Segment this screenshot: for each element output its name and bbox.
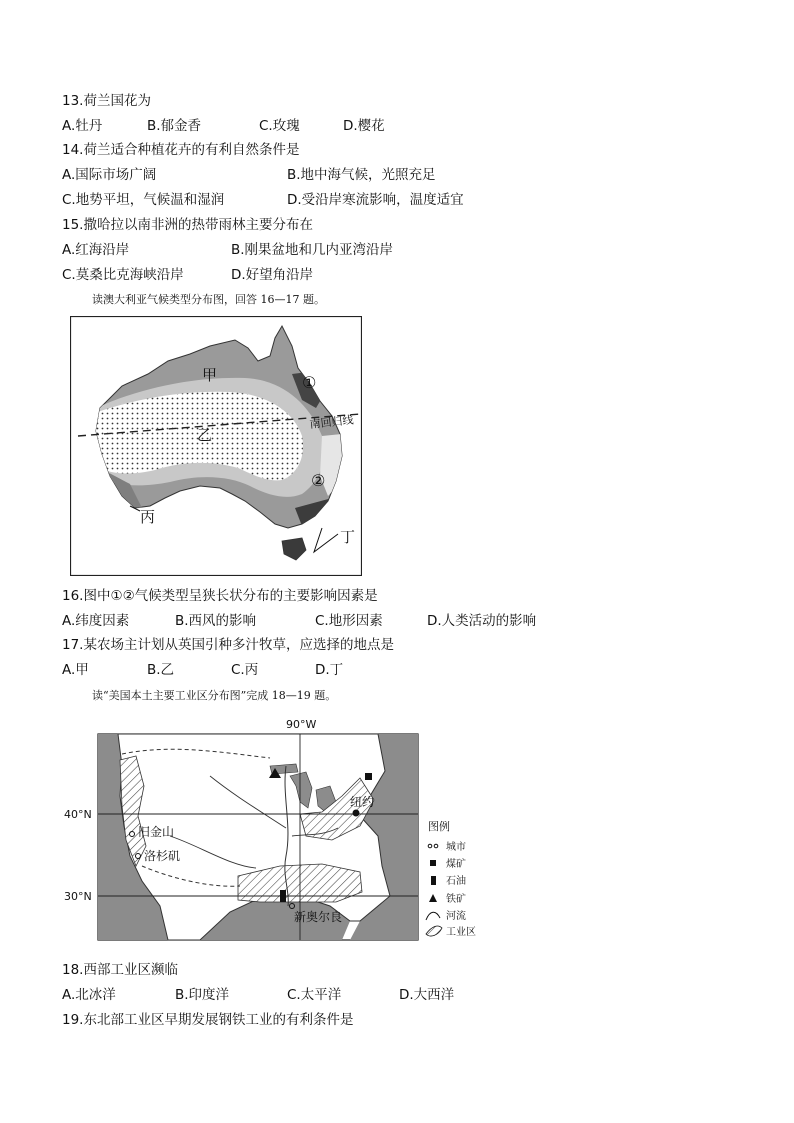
question-17-stem: 17.某农场主计划从英国引种多汁牧草，应选择的地点是: [62, 637, 394, 653]
q17-option-a: A.甲: [62, 662, 89, 678]
q17-option-c: C.丙: [231, 662, 259, 678]
coal-icon: [365, 773, 372, 780]
legend-title: 图例: [428, 820, 450, 833]
legend-industry: 工业区: [446, 927, 476, 938]
legend-oil: 石油: [446, 876, 466, 887]
q13-option-b: B.郁金香: [147, 118, 202, 134]
question-15-stem: 15.撒哈拉以南非洲的热带雨林主要分布在: [62, 217, 313, 233]
label-yi: 乙: [197, 426, 213, 444]
legend-river: 河流: [446, 911, 466, 922]
q16-option-a: A.纬度因素: [62, 613, 130, 629]
q15-option-b: B.刚果盆地和几内亚湾沿岸: [231, 242, 394, 258]
q15-option-a: A.红海沿岸: [62, 242, 130, 258]
label-la: 洛杉矶: [144, 849, 181, 863]
q13-option-a: A.牡丹: [62, 118, 103, 134]
legend-coal: 煤矿: [446, 859, 466, 870]
label-bing: 丙: [140, 508, 156, 526]
q18-option-b: B.印度洋: [175, 987, 230, 1003]
q13-option-c: C.玫瑰: [259, 118, 300, 134]
label-jia: 甲: [202, 366, 218, 384]
q15-option-c: C.莫桑比克海峡沿岸: [62, 267, 184, 283]
question-18-stem: 18.西部工业区濒临: [62, 962, 178, 978]
legend-iron: 铁矿: [446, 894, 466, 905]
q14-option-a: A.国际市场广阔: [62, 167, 157, 183]
oil-icon: [280, 890, 286, 902]
intro-18-19: 读“美国本土主要工业区分布图”完成 18—19 题。: [92, 689, 337, 702]
q18-option-c: C.太平洋: [287, 987, 342, 1003]
q15-option-d: D.好望角沿岸: [231, 267, 314, 283]
label-circle-2: ②: [311, 471, 326, 490]
label-tropic: 南回归线: [308, 413, 355, 431]
australia-climate-map: [70, 316, 362, 576]
label-ny: 纽约: [350, 795, 375, 809]
intro-16-17: 读澳大利亚气候类型分布图，回答 16—17 题。: [92, 293, 325, 306]
q18-option-a: A.北冰洋: [62, 987, 116, 1003]
q17-option-d: D.丁: [315, 662, 344, 678]
city-dot-ny: [353, 810, 360, 817]
label-40n: 40°N: [64, 808, 92, 821]
q18-option-d: D.大西洋: [399, 987, 455, 1003]
q14-option-b: B.地中海气候，光照充足: [287, 167, 436, 183]
label-sf: 旧金山: [138, 825, 175, 839]
q16-option-b: B.西风的影响: [175, 613, 257, 629]
question-14-stem: 14.荷兰适合种植花卉的有利自然条件是: [62, 142, 300, 158]
question-16-stem: 16.图中①②气候类型呈狭长状分布的主要影响因素是: [62, 588, 378, 604]
q14-option-d: D.受沿岸寒流影响，温度适宜: [287, 192, 464, 208]
legend-city: 城市: [446, 842, 466, 853]
question-13-stem: 13.荷兰国花为: [62, 93, 151, 109]
label-ding: 丁: [340, 528, 356, 546]
q17-option-b: B.乙: [147, 662, 175, 678]
label-30n: 30°N: [64, 890, 92, 903]
question-19-stem: 19.东北部工业区早期发展钢铁工业的有利条件是: [62, 1012, 354, 1028]
q16-option-c: C.地形因素: [315, 613, 383, 629]
q13-option-d: D.樱花: [343, 118, 385, 134]
q16-option-d: D.人类活动的影响: [427, 613, 537, 629]
us-industry-map: [60, 716, 490, 946]
label-90w: 90°W: [286, 718, 317, 731]
label-circle-1: ①: [302, 373, 317, 392]
q14-option-c: C.地势平坦，气候温和湿润: [62, 192, 225, 208]
label-no: 新奥尔良: [294, 910, 343, 924]
